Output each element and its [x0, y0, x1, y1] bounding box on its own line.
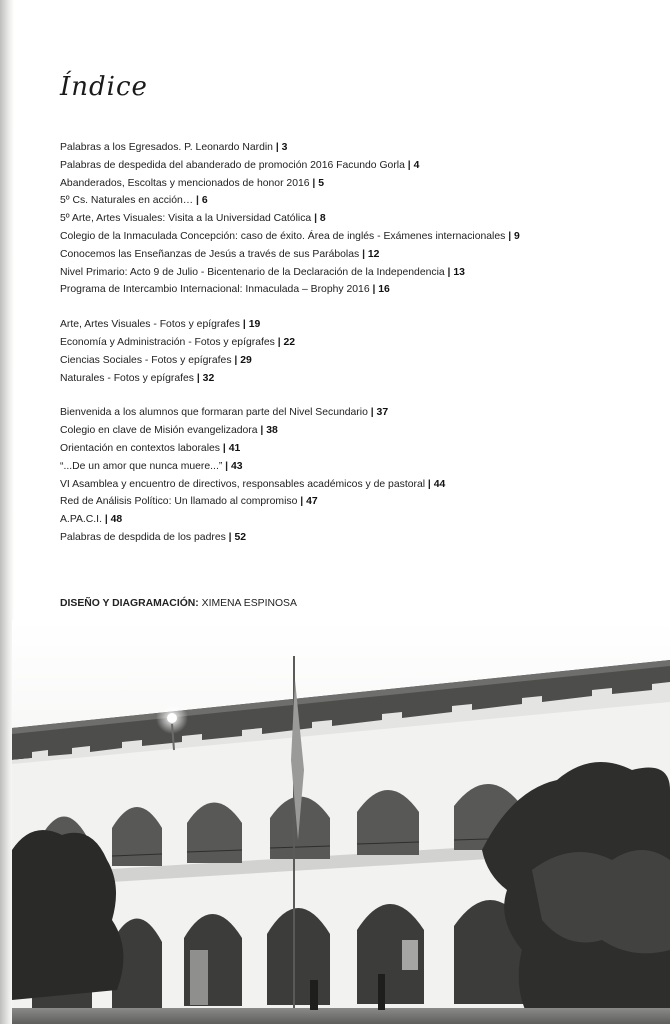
toc-page-number: 29: [240, 354, 252, 366]
toc-entry-title: 5º Cs. Naturales en acción…: [60, 195, 194, 207]
toc-separator: |: [311, 213, 320, 225]
toc-separator: |: [257, 425, 267, 437]
toc-entry-title: Palabras de despedida del abanderado de promoción 2016 Facundo Gorla: [60, 159, 405, 171]
toc-entry[interactable]: [60, 139, 650, 157]
toc-group: [60, 139, 650, 299]
toc-separator: |: [505, 230, 515, 242]
toc-entry-title: Ciencias Sociales - Fotos y epígrafes: [60, 354, 232, 366]
toc-entry[interactable]: [60, 175, 650, 193]
toc-page-number: 12: [367, 248, 380, 260]
toc-entry[interactable]: [60, 476, 650, 494]
toc-page-number: 38: [266, 425, 278, 437]
toc-entry[interactable]: [60, 264, 650, 282]
toc-group: [60, 316, 650, 387]
toc-separator: |: [222, 460, 231, 472]
toc-entry[interactable]: [60, 370, 650, 388]
toc-entry[interactable]: [60, 192, 650, 210]
toc-separator: |: [101, 514, 111, 526]
toc-page-number: 43: [230, 460, 243, 472]
toc-page-number: 4: [413, 159, 420, 171]
toc-entry-title: 5º Arte, Artes Visuales: Visita a la Universidad Católica: [60, 213, 312, 225]
toc-separator: |: [367, 407, 377, 419]
toc-page-number: 41: [228, 442, 241, 454]
toc-entry[interactable]: [60, 529, 650, 547]
design-credits: [60, 598, 297, 609]
toc-separator: |: [297, 496, 307, 508]
toc-page-number: 48: [110, 514, 123, 526]
toc-page-number: 9: [514, 230, 520, 242]
toc-page-number: 16: [378, 284, 390, 296]
toc-entry[interactable]: [60, 246, 650, 264]
toc-separator: |: [274, 336, 284, 348]
toc-separator: |: [425, 478, 434, 490]
toc-entry-title: Palabras de despdida de los padres: [60, 531, 226, 543]
toc-page-number: 32: [202, 372, 215, 384]
toc-entry[interactable]: [60, 458, 650, 476]
toc-separator: |: [272, 142, 282, 153]
credits-value: XIMENA ESPINOSA: [201, 598, 297, 609]
toc-separator: |: [404, 159, 414, 171]
toc-entry[interactable]: [60, 316, 650, 334]
toc-separator: |: [225, 531, 235, 543]
toc-entry-title: Abanderados, Escoltas y mencionados de honor 2016: [60, 177, 310, 189]
toc-entry-title: A.PA.C.I.: [60, 514, 102, 526]
toc-page-number: 52: [234, 531, 247, 543]
toc-page-number: 22: [283, 336, 296, 348]
toc-entry-title: Palabras a los Egresados. P. Leonardo Nardin: [60, 142, 273, 153]
credits-label: DISEÑO Y DIAGRAMACIÓN:: [60, 598, 199, 609]
toc-entry-title: Naturales - Fotos y epígrafes: [60, 372, 194, 384]
toc-page-number: 3: [281, 142, 288, 153]
toc-separator: |: [220, 442, 229, 454]
toc-separator: |: [359, 248, 368, 260]
toc-separator: |: [309, 177, 319, 189]
toc-page-number: 44: [433, 478, 446, 490]
toc-entry[interactable]: [60, 157, 650, 175]
toc-entry[interactable]: [60, 352, 650, 370]
toc-separator: |: [240, 319, 249, 331]
school-building-photo: [12, 620, 670, 1024]
toc-entry-title: Arte, Artes Visuales - Fotos y epígrafes: [60, 319, 240, 331]
toc-separator: |: [193, 195, 202, 207]
toc-separator: |: [231, 354, 241, 366]
toc-entry[interactable]: [60, 334, 650, 352]
toc-entry-title: Programa de Intercambio Internacional: Inmaculada – Brophy 2016: [60, 284, 370, 296]
toc-entry-title: “...De un amor que nunca muere...”: [60, 460, 223, 472]
toc-page-number: 13: [453, 266, 465, 278]
toc-entry-title: Orientación en contextos laborales: [60, 442, 220, 454]
toc-page-number: 5: [318, 177, 325, 189]
toc-entry[interactable]: [60, 422, 650, 440]
toc-entry[interactable]: [60, 493, 650, 511]
toc-entry[interactable]: [60, 228, 650, 246]
toc-page-number: 19: [248, 319, 261, 331]
toc-group: [60, 404, 650, 546]
toc-separator: |: [193, 372, 203, 384]
toc-page-number: 47: [306, 496, 318, 508]
table-of-contents: [60, 139, 650, 564]
toc-entry[interactable]: [60, 281, 650, 299]
toc-page-number: 37: [376, 407, 389, 419]
toc-page-number: 6: [201, 195, 208, 207]
toc-entry-title: Red de Análisis Político: Un llamado al compromiso: [60, 496, 298, 508]
toc-page-number: 8: [319, 213, 326, 225]
toc-entry[interactable]: [60, 511, 650, 529]
toc-entry[interactable]: [60, 440, 650, 458]
toc-entry-title: Colegio de la Inmaculada Concepción: caso de éxito. Área de inglés - Exámenes internacionales: [60, 230, 506, 242]
toc-entry-title: Bienvenida a los alumnos que formaran parte del Nivel Secundario: [60, 407, 368, 419]
toc-entry-title: Colegio en clave de Misión evangelizadora: [60, 425, 258, 437]
toc-entry-title: Conocemos las Enseñanzas de Jesús a través de sus Parábolas: [60, 248, 360, 260]
index-title: Índice: [60, 72, 148, 102]
toc-entry[interactable]: [60, 404, 650, 422]
toc-entry[interactable]: [60, 210, 650, 228]
toc-separator: |: [444, 266, 454, 278]
toc-entry-title: Economía y Administración - Fotos y epígrafes: [60, 336, 275, 348]
toc-separator: |: [369, 284, 379, 296]
toc-entry-title: VI Asamblea y encuentro de directivos, responsables académicos y de pastoral: [60, 478, 426, 490]
toc-entry-title: Nivel Primario: Acto 9 de Julio - Bicentenario de la Declaración de la Independencia: [60, 266, 445, 278]
